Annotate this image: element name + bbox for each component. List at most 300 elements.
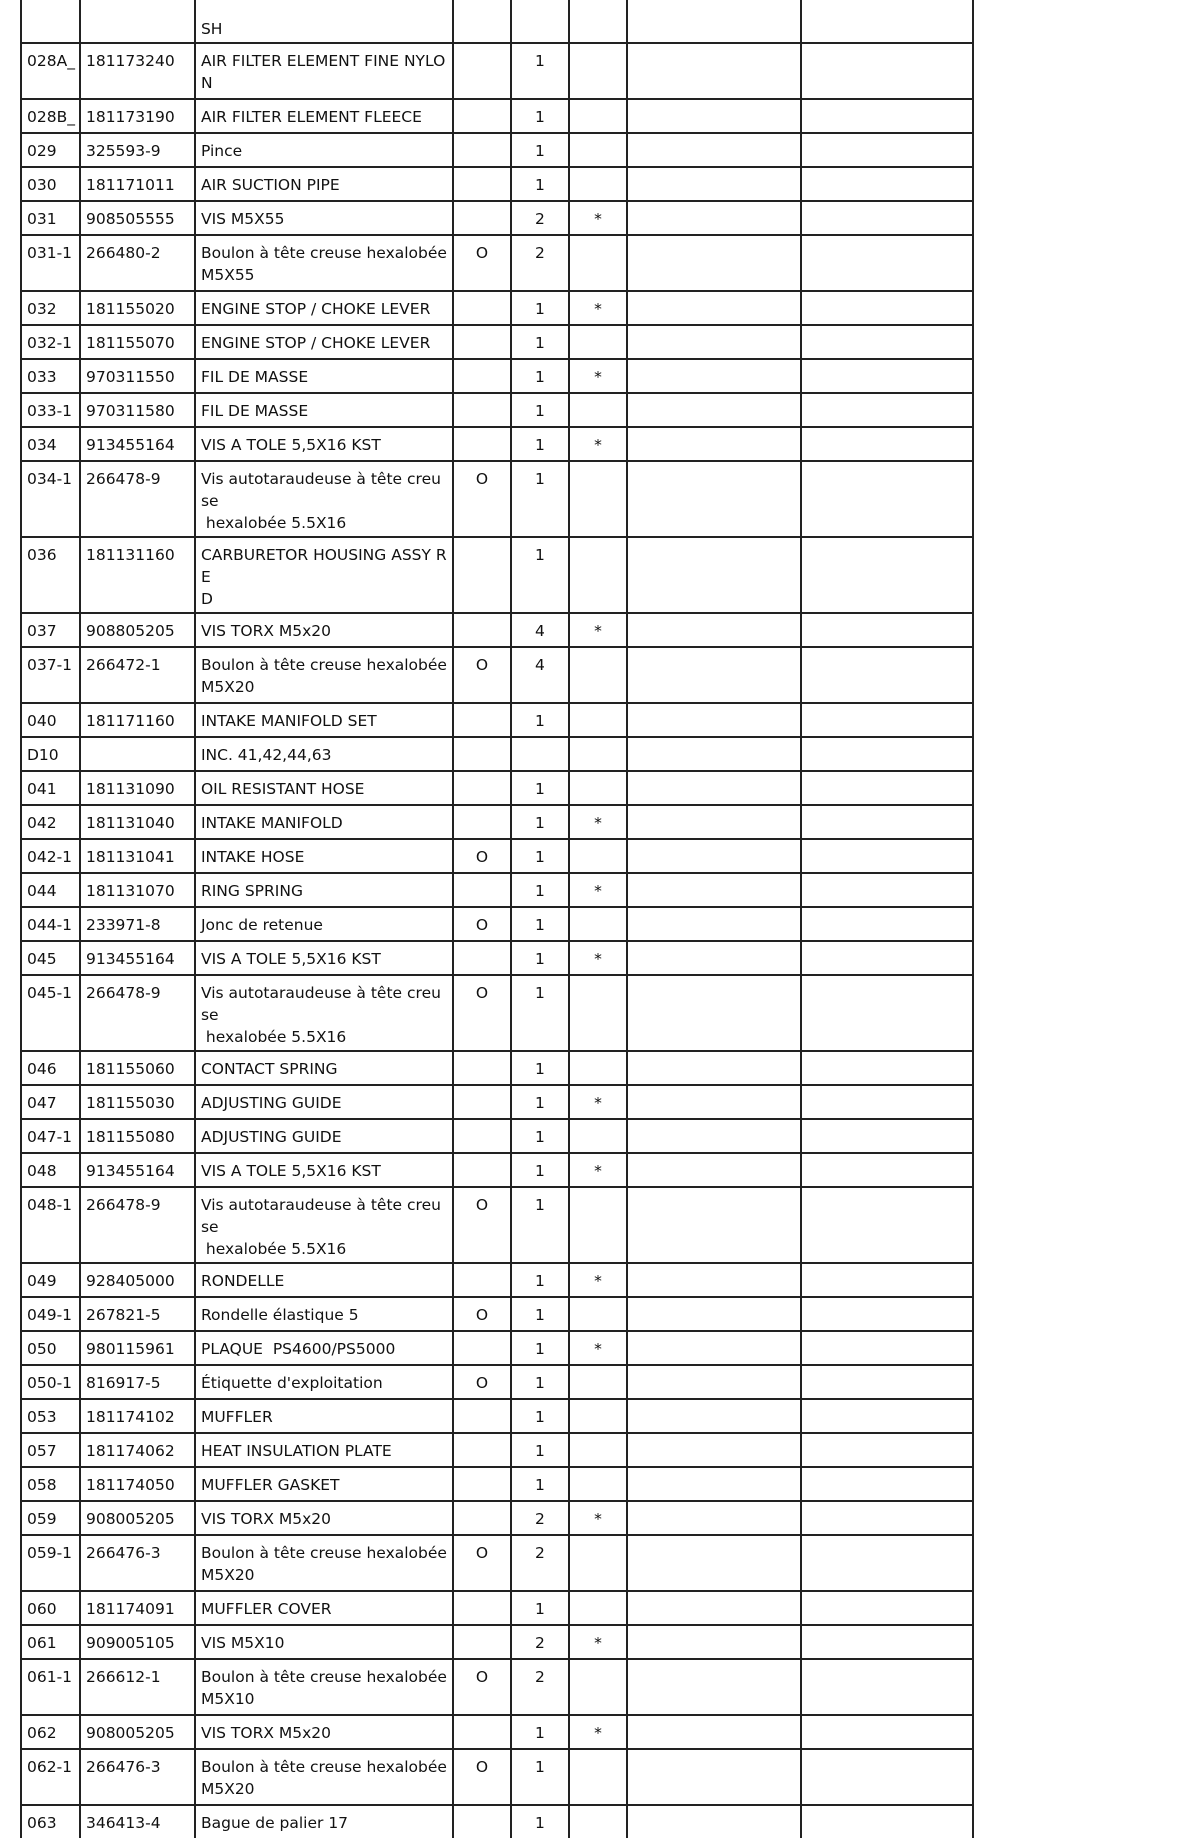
blank-cell (801, 975, 973, 1051)
blank-cell (801, 1433, 973, 1467)
table-row (21, 1805, 973, 1838)
blank-cell (801, 0, 973, 43)
blank-cell (627, 167, 801, 201)
marker-cell: * (569, 1331, 627, 1365)
table-row (21, 99, 973, 133)
part-number-cell: 181131070 (80, 873, 195, 907)
quantity-cell: 2 (511, 1501, 569, 1535)
table-row (21, 647, 973, 703)
parts-table (20, 0, 974, 1838)
part-number-cell: 181174091 (80, 1591, 195, 1625)
part-number-cell: 908005205 (80, 1501, 195, 1535)
quantity-cell: 1 (511, 941, 569, 975)
quantity-cell: 1 (511, 839, 569, 873)
blank-cell (627, 771, 801, 805)
ref-cell: 059-1 (21, 1535, 80, 1591)
marker-cell (569, 1591, 627, 1625)
marker-cell (569, 703, 627, 737)
part-number-cell: 266478-9 (80, 975, 195, 1051)
blank-cell (627, 1535, 801, 1591)
table-row (21, 1659, 973, 1715)
blank-cell (627, 613, 801, 647)
option-cell (453, 1625, 511, 1659)
part-number-cell: 266472-1 (80, 647, 195, 703)
option-cell (453, 771, 511, 805)
part-number-cell: 181131041 (80, 839, 195, 873)
part-number-cell: 928405000 (80, 1263, 195, 1297)
table-row (21, 1591, 973, 1625)
blank-cell (627, 907, 801, 941)
table-row (21, 1187, 973, 1263)
part-number-cell: 266476-3 (80, 1749, 195, 1805)
table-row (21, 907, 973, 941)
part-number-cell: 181171011 (80, 167, 195, 201)
table-row (21, 235, 973, 291)
blank-cell (801, 1263, 973, 1297)
description-cell: MUFFLER GASKET (195, 1467, 453, 1501)
blank-cell (801, 291, 973, 325)
ref-cell: 049-1 (21, 1297, 80, 1331)
option-cell (453, 1399, 511, 1433)
blank-cell (801, 1331, 973, 1365)
part-number-cell: 908805205 (80, 613, 195, 647)
part-number-cell: 181155060 (80, 1051, 195, 1085)
ref-cell: 037-1 (21, 647, 80, 703)
blank-cell (801, 1591, 973, 1625)
ref-cell: 062-1 (21, 1749, 80, 1805)
table-row (21, 1625, 973, 1659)
part-number-cell: 181131090 (80, 771, 195, 805)
description-cell: ADJUSTING GUIDE (195, 1119, 453, 1153)
quantity-cell: 1 (511, 43, 569, 99)
quantity-cell: 1 (511, 873, 569, 907)
quantity-cell: 2 (511, 1535, 569, 1591)
description-cell: INC. 41,42,44,63 (195, 737, 453, 771)
description-cell: MUFFLER (195, 1399, 453, 1433)
marker-cell (569, 1297, 627, 1331)
blank-cell (627, 359, 801, 393)
marker-cell (569, 0, 627, 43)
quantity-cell: 1 (511, 1749, 569, 1805)
part-number-cell: 266478-9 (80, 461, 195, 537)
table-row (21, 1501, 973, 1535)
blank-cell (627, 1085, 801, 1119)
marker-cell (569, 647, 627, 703)
marker-cell: * (569, 1715, 627, 1749)
blank-cell (801, 1187, 973, 1263)
marker-cell: * (569, 873, 627, 907)
blank-cell (801, 1119, 973, 1153)
blank-cell (627, 537, 801, 613)
description-cell: RONDELLE (195, 1263, 453, 1297)
table-row (21, 461, 973, 537)
description-cell: VIS TORX M5x20 (195, 1715, 453, 1749)
blank-cell (801, 1625, 973, 1659)
blank-cell (801, 359, 973, 393)
blank-cell (801, 201, 973, 235)
marker-cell: * (569, 1625, 627, 1659)
table-row (21, 771, 973, 805)
description-cell: SH (195, 0, 453, 43)
description-cell: VIS TORX M5x20 (195, 613, 453, 647)
ref-cell: 050 (21, 1331, 80, 1365)
table-row (21, 1051, 973, 1085)
blank-cell (801, 1749, 973, 1805)
part-number-cell: 267821-5 (80, 1297, 195, 1331)
table-row (21, 839, 973, 873)
quantity-cell: 1 (511, 1085, 569, 1119)
option-cell (453, 133, 511, 167)
marker-cell (569, 737, 627, 771)
option-cell: O (453, 839, 511, 873)
blank-cell (627, 1051, 801, 1085)
description-cell: VIS TORX M5x20 (195, 1501, 453, 1535)
marker-cell: * (569, 1153, 627, 1187)
quantity-cell: 1 (511, 975, 569, 1051)
option-cell (453, 393, 511, 427)
blank-cell (627, 99, 801, 133)
ref-cell: 028B_ (21, 99, 80, 133)
blank-cell (801, 167, 973, 201)
table-row (21, 1399, 973, 1433)
quantity-cell: 1 (511, 1153, 569, 1187)
description-cell: VIS M5X55 (195, 201, 453, 235)
table-row (21, 291, 973, 325)
blank-cell (801, 1467, 973, 1501)
blank-cell (627, 1433, 801, 1467)
quantity-cell: 1 (511, 99, 569, 133)
quantity-cell: 1 (511, 133, 569, 167)
marker-cell (569, 461, 627, 537)
description-cell: PLAQUE PS4600/PS5000 (195, 1331, 453, 1365)
blank-cell (801, 805, 973, 839)
ref-cell: 040 (21, 703, 80, 737)
quantity-cell: 1 (511, 291, 569, 325)
option-cell: O (453, 907, 511, 941)
quantity-cell: 1 (511, 1187, 569, 1263)
part-number-cell: 913455164 (80, 1153, 195, 1187)
table-row (21, 1331, 973, 1365)
blank-cell (801, 461, 973, 537)
part-number-cell: 181131160 (80, 537, 195, 613)
option-cell (453, 0, 511, 43)
option-cell: O (453, 1749, 511, 1805)
part-number-cell (80, 737, 195, 771)
option-cell (453, 703, 511, 737)
blank-cell (627, 839, 801, 873)
blank-cell (627, 133, 801, 167)
table-row (21, 393, 973, 427)
quantity-cell: 1 (511, 325, 569, 359)
blank-cell (627, 325, 801, 359)
ref-cell: 044 (21, 873, 80, 907)
quantity-cell: 1 (511, 907, 569, 941)
table-row (21, 805, 973, 839)
marker-cell (569, 325, 627, 359)
marker-cell (569, 1187, 627, 1263)
description-cell: Vis autotaraudeuse à tête creuse hexalobée 5.5X16 (195, 1187, 453, 1263)
quantity-cell: 4 (511, 647, 569, 703)
blank-cell (627, 941, 801, 975)
quantity-cell: 2 (511, 235, 569, 291)
table-row (21, 1433, 973, 1467)
blank-cell (627, 235, 801, 291)
marker-cell: * (569, 941, 627, 975)
ref-cell: 032-1 (21, 325, 80, 359)
description-cell: ADJUSTING GUIDE (195, 1085, 453, 1119)
ref-cell: 048 (21, 1153, 80, 1187)
part-number-cell: 181155080 (80, 1119, 195, 1153)
blank-cell (801, 1365, 973, 1399)
blank-cell (627, 1365, 801, 1399)
description-cell: FIL DE MASSE (195, 359, 453, 393)
description-cell: Jonc de retenue (195, 907, 453, 941)
description-cell: INTAKE MANIFOLD (195, 805, 453, 839)
part-number-cell: 266480-2 (80, 235, 195, 291)
table-row (21, 1467, 973, 1501)
table-row (21, 1119, 973, 1153)
quantity-cell: 1 (511, 461, 569, 537)
marker-cell (569, 771, 627, 805)
ref-cell: 060 (21, 1591, 80, 1625)
option-cell (453, 1467, 511, 1501)
marker-cell (569, 1433, 627, 1467)
part-number-cell: 816917-5 (80, 1365, 195, 1399)
quantity-cell: 2 (511, 201, 569, 235)
quantity-cell: 1 (511, 1805, 569, 1838)
marker-cell (569, 537, 627, 613)
table-row (21, 613, 973, 647)
option-cell: O (453, 647, 511, 703)
table-row (21, 133, 973, 167)
blank-cell (627, 873, 801, 907)
quantity-cell: 1 (511, 1297, 569, 1331)
quantity-cell: 1 (511, 1715, 569, 1749)
ref-cell: 047-1 (21, 1119, 80, 1153)
option-cell: O (453, 235, 511, 291)
marker-cell: * (569, 613, 627, 647)
ref-cell: 033-1 (21, 393, 80, 427)
blank-cell (801, 737, 973, 771)
parts-list-sheet (20, 0, 974, 1838)
ref-cell: 030 (21, 167, 80, 201)
blank-cell (627, 1501, 801, 1535)
marker-cell (569, 907, 627, 941)
option-cell (453, 427, 511, 461)
marker-cell (569, 393, 627, 427)
blank-cell (801, 873, 973, 907)
ref-cell: 031 (21, 201, 80, 235)
quantity-cell: 1 (511, 1365, 569, 1399)
quantity-cell: 2 (511, 1659, 569, 1715)
table-row (21, 1153, 973, 1187)
blank-cell (801, 1051, 973, 1085)
option-cell (453, 737, 511, 771)
option-cell (453, 1501, 511, 1535)
quantity-cell: 1 (511, 167, 569, 201)
option-cell (453, 1085, 511, 1119)
part-number-cell (80, 0, 195, 43)
option-cell (453, 1433, 511, 1467)
blank-cell (627, 1263, 801, 1297)
ref-cell: 029 (21, 133, 80, 167)
blank-cell (627, 1805, 801, 1838)
blank-cell (801, 427, 973, 461)
part-number-cell: 181173240 (80, 43, 195, 99)
ref-cell: 042 (21, 805, 80, 839)
blank-cell (801, 1805, 973, 1838)
blank-cell (801, 771, 973, 805)
blank-cell (627, 1591, 801, 1625)
marker-cell (569, 235, 627, 291)
part-number-cell: 346413-4 (80, 1805, 195, 1838)
quantity-cell: 1 (511, 1051, 569, 1085)
blank-cell (627, 1187, 801, 1263)
part-number-cell: 233971-8 (80, 907, 195, 941)
blank-cell (627, 461, 801, 537)
marker-cell: * (569, 427, 627, 461)
marker-cell (569, 1805, 627, 1838)
description-cell: ENGINE STOP / CHOKE LEVER (195, 325, 453, 359)
table-row (21, 941, 973, 975)
description-cell: Boulon à tête creuse hexalobée M5X55 (195, 235, 453, 291)
blank-cell (627, 291, 801, 325)
blank-cell (627, 1659, 801, 1715)
description-cell: Vis autotaraudeuse à tête creuse hexalobée 5.5X16 (195, 975, 453, 1051)
ref-cell: 048-1 (21, 1187, 80, 1263)
part-number-cell: 913455164 (80, 427, 195, 461)
marker-cell (569, 1535, 627, 1591)
marker-cell (569, 167, 627, 201)
option-cell (453, 1715, 511, 1749)
option-cell (453, 805, 511, 839)
description-cell: CONTACT SPRING (195, 1051, 453, 1085)
ref-cell: 047 (21, 1085, 80, 1119)
table-row (21, 167, 973, 201)
blank-cell (801, 43, 973, 99)
marker-cell (569, 1119, 627, 1153)
table-row (21, 325, 973, 359)
option-cell (453, 1331, 511, 1365)
description-cell: VIS A TOLE 5,5X16 KST (195, 427, 453, 461)
description-cell: AIR FILTER ELEMENT FINE NYLO N (195, 43, 453, 99)
blank-cell (627, 1715, 801, 1749)
option-cell (453, 1153, 511, 1187)
blank-cell (627, 805, 801, 839)
marker-cell (569, 1365, 627, 1399)
part-number-cell: 913455164 (80, 941, 195, 975)
description-cell: VIS M5X10 (195, 1625, 453, 1659)
marker-cell: * (569, 1085, 627, 1119)
marker-cell (569, 839, 627, 873)
option-cell: O (453, 1659, 511, 1715)
part-number-cell: 970311580 (80, 393, 195, 427)
blank-cell (801, 133, 973, 167)
ref-cell: 061 (21, 1625, 80, 1659)
ref-cell: 049 (21, 1263, 80, 1297)
quantity-cell: 1 (511, 1399, 569, 1433)
description-cell: Boulon à tête creuse hexalobée M5X20 (195, 647, 453, 703)
part-number-cell: 181174050 (80, 1467, 195, 1501)
ref-cell: 059 (21, 1501, 80, 1535)
option-cell (453, 1051, 511, 1085)
description-cell: INTAKE MANIFOLD SET (195, 703, 453, 737)
description-cell: VIS A TOLE 5,5X16 KST (195, 1153, 453, 1187)
ref-cell: 042-1 (21, 839, 80, 873)
blank-cell (627, 0, 801, 43)
quantity-cell: 1 (511, 771, 569, 805)
quantity-cell: 1 (511, 703, 569, 737)
option-cell (453, 1263, 511, 1297)
table-row (21, 737, 973, 771)
blank-cell (627, 737, 801, 771)
option-cell: O (453, 1297, 511, 1331)
option-cell (453, 99, 511, 133)
blank-cell (801, 1297, 973, 1331)
part-number-cell: 266476-3 (80, 1535, 195, 1591)
marker-cell (569, 1467, 627, 1501)
marker-cell: * (569, 1263, 627, 1297)
quantity-cell: 2 (511, 1625, 569, 1659)
table-row (21, 0, 973, 43)
ref-cell: 041 (21, 771, 80, 805)
option-cell: O (453, 975, 511, 1051)
part-number-cell: 908505555 (80, 201, 195, 235)
quantity-cell: 1 (511, 1591, 569, 1625)
marker-cell: * (569, 805, 627, 839)
part-number-cell: 970311550 (80, 359, 195, 393)
description-cell: CARBURETOR HOUSING ASSY RE D (195, 537, 453, 613)
description-cell: Boulon à tête creuse hexalobée M5X10 (195, 1659, 453, 1715)
description-cell: INTAKE HOSE (195, 839, 453, 873)
ref-cell: 033 (21, 359, 80, 393)
table-row (21, 1749, 973, 1805)
description-cell: MUFFLER COVER (195, 1591, 453, 1625)
blank-cell (801, 1659, 973, 1715)
blank-cell (801, 537, 973, 613)
blank-cell (801, 703, 973, 737)
blank-cell (627, 1467, 801, 1501)
ref-cell: 057 (21, 1433, 80, 1467)
option-cell (453, 291, 511, 325)
blank-cell (627, 1153, 801, 1187)
blank-cell (801, 1715, 973, 1749)
blank-cell (801, 393, 973, 427)
ref-cell: 045 (21, 941, 80, 975)
ref-cell: 053 (21, 1399, 80, 1433)
blank-cell (801, 613, 973, 647)
ref-cell: 045-1 (21, 975, 80, 1051)
blank-cell (627, 427, 801, 461)
blank-cell (627, 703, 801, 737)
blank-cell (627, 1749, 801, 1805)
ref-cell: 046 (21, 1051, 80, 1085)
option-cell: O (453, 1535, 511, 1591)
quantity-cell: 1 (511, 805, 569, 839)
blank-cell (627, 1119, 801, 1153)
quantity-cell (511, 737, 569, 771)
option-cell (453, 1591, 511, 1625)
blank-cell (801, 647, 973, 703)
option-cell (453, 1805, 511, 1838)
ref-cell: 028A_ (21, 43, 80, 99)
part-number-cell: 181174102 (80, 1399, 195, 1433)
description-cell: RING SPRING (195, 873, 453, 907)
blank-cell (801, 839, 973, 873)
ref-cell: D10 (21, 737, 80, 771)
blank-cell (627, 393, 801, 427)
part-number-cell: 181155030 (80, 1085, 195, 1119)
